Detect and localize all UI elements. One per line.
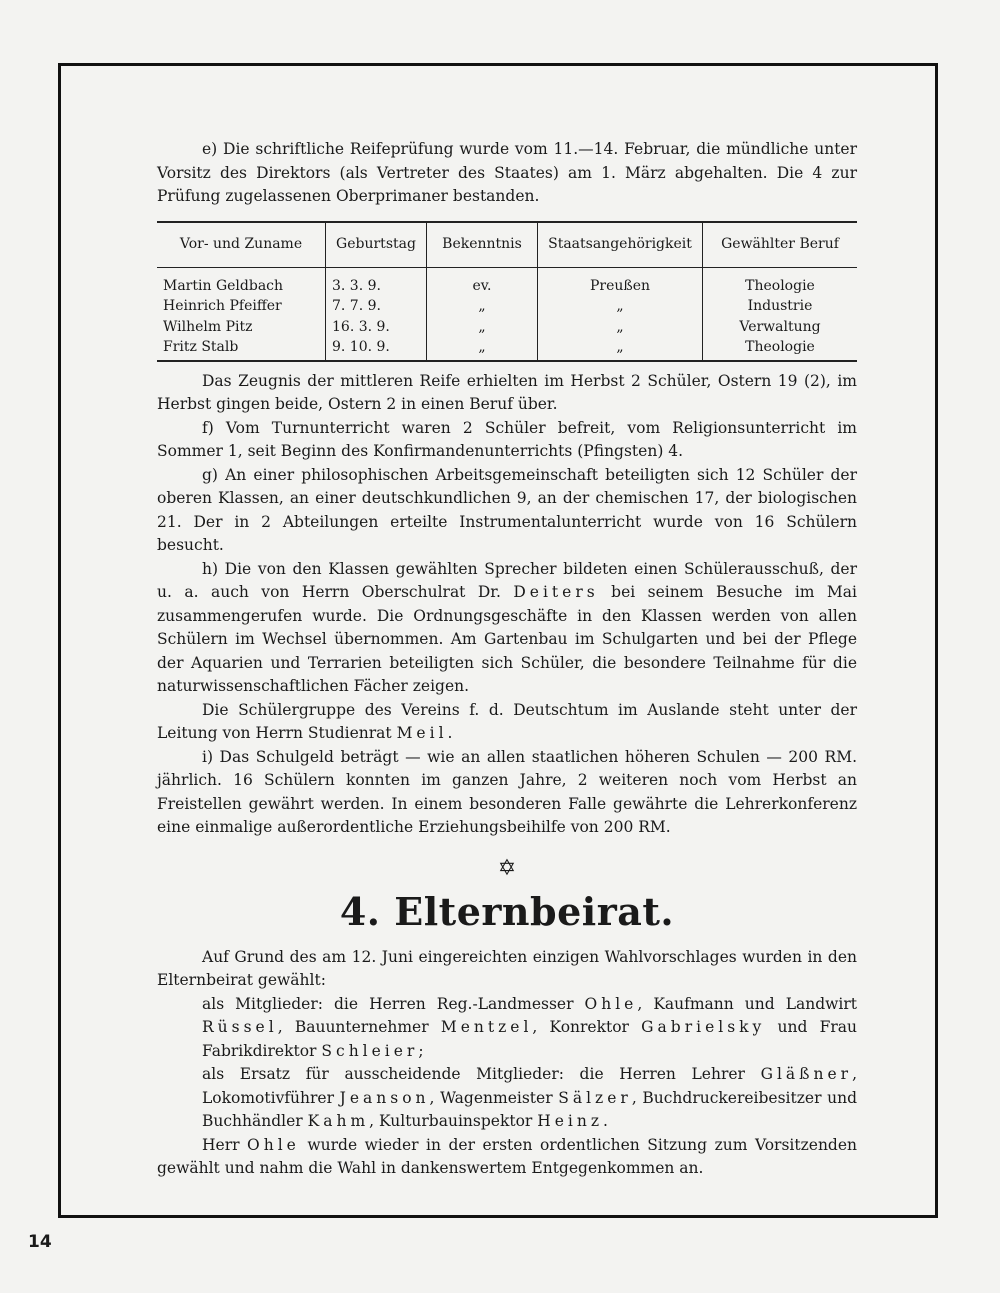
cell-birthday: 7. 7. 9. [326,296,427,317]
col-header-confession: Bekenntnis [427,222,538,268]
table-header-row [157,222,857,268]
person-name: Rüssel [202,1018,278,1036]
text: und Frau Fabrikdirektor [202,1018,857,1060]
table-row [157,317,857,338]
col-header-citizenship: Staatsangehörigkeit [538,222,703,268]
paragraph-h [157,558,857,699]
paragraph-text: Die Schülergruppe des Vereins f. d. Deutschtum im Auslande steht unter der Leitung von Herrn Studienrat [157,700,857,742]
cell-name: Heinrich Pfeiffer [163,298,282,314]
cell-confession: „ [427,296,538,317]
paragraph-h-text: h) Die von den Klassen gewählten Sprecher bildeten einen Schülerausschuß, der u. a. auch von Herrn Oberschulrat Dr. [157,559,857,601]
cell-confession: „ [427,337,538,361]
cell-birthday: 9. 10. 9. [326,337,427,361]
person-name: Ohle [247,1135,300,1154]
person-name: Deiters [513,583,599,601]
page-number: 14 [28,1232,52,1252]
cell-confession: „ [427,317,538,338]
star-ornament-icon: ✡ [497,855,517,881]
text: als Ersatz für ausscheidende Mitglieder: die Herren Lehrer [202,1065,761,1083]
person-name: Ohle [584,994,638,1013]
person-name: Schleier [321,1041,419,1060]
text: , Lokomotivführer [202,1065,857,1107]
section-heading: 4. Elternbeirat. [339,888,675,934]
person-name: Gläßner [760,1065,853,1083]
text: , Konrektor [532,1018,642,1036]
paragraph-mitglieder [157,993,857,1064]
text: , Kaufmann und Landwirt [637,994,857,1013]
text: , Bauunternehmer [277,1018,441,1036]
cell-career: Theologie [703,337,858,361]
cell-name: Fritz Stalb [157,337,326,361]
paragraph-i: i) Das Schulgeld beträgt — wie an allen staatlichen höheren Schulen — 200 RM. jährlich. 16 Schülern konnten im ganzen Jahre, 2 weiteren noch vom Herbst an Freistellen gewährt werden. In einem besonderen Falle gewährte die Lehrerkonferenz eine einmalige außerordentliche Erziehungsbeihilfe von 200 RM. [157,747,857,836]
cell-career: Verwaltung [703,317,858,338]
col-header-birthday: Geburtstag [326,222,427,268]
text: Herr [202,1135,248,1154]
cell-name: Wilhelm Pitz [163,318,253,335]
col-header-career: Gewählter Beruf [703,222,858,268]
paragraph-vorsitz [157,1134,857,1181]
cell-birthday: 16. 3. 9. [326,317,427,338]
text: , Wagenmeister [429,1088,559,1107]
paragraph-f: f) Vom Turnunterricht waren 2 Schüler befreit, vom Religionsunterricht im Sommer 1, seit Beginn des Konfirmandenunterrichts (Pfingsten) 4. [157,418,857,460]
cell-citizenship: „ [538,317,703,338]
paragraph-wahl: Auf Grund des am 12. Juni eingereichten einzigen Wahlvorschlages wurden in den Elternbeirat gewählt: [157,947,857,989]
paragraph-schuelergruppe [157,699,857,746]
table-row [157,296,857,317]
table-row [157,337,857,361]
cell-career: Industrie [703,296,858,317]
cell-birthday: 3. 3. 9. [326,267,427,296]
paragraph-e: e) Die schriftliche Reifeprüfung wurde vom 11.—14. Februar, die mündliche unter Vorsitz des Direktors (als Vertreter des Staates) am 1. März abgehalten. Die 4 zur Prüfung zugelassenen Oberprimaner bestanden. [157,140,857,205]
text: . [603,1112,608,1130]
paragraph-h-text: bei seinem Besuche im Mai zusammengerufen wurde. Die Ordnungsgeschäfte in den Klassen werden von allen Schülern im Wechsel übernommen. Am Gartenbau im Schulgarten und bei der Pflege der Aquarien und Terrarien beteiligten sich Schüler, die besondere Teilnahme für die naturwissenschaftlichen Fächer zeigen. [157,583,857,695]
person-name: Jeanson [339,1088,430,1107]
text: , Buchdruckereibesitzer und Buchhändler [202,1088,858,1130]
table-row [157,267,857,296]
paragraph-text: . [447,724,453,742]
person-name: Gabrielsky [641,1018,766,1036]
person-name: Heinz [537,1112,604,1130]
paragraph-ersatz [157,1063,857,1134]
cell-career: Theologie [703,267,858,296]
person-name: Meil [396,724,448,742]
person-name: Sälzer [558,1088,632,1107]
paragraph-zeugnis: Das Zeugnis der mittleren Reife erhielten im Herbst 2 Schüler, Ostern 19 (2), im Herbst gingen beide, Ostern 2 in einen Beruf über. [157,371,857,413]
cell-confession: ev. [427,267,538,296]
page-body [157,138,857,1181]
person-name: Kahm [307,1112,370,1130]
cell-citizenship: „ [538,296,703,317]
text: als Mitglieder: die Herren Reg.-Landmesser [202,994,585,1013]
cell-citizenship: „ [538,337,703,361]
person-name: Mentzel [440,1018,533,1036]
col-header-name: Vor- und Zuname [157,222,326,268]
paragraph-g: g) An einer philosophischen Arbeitsgemeinschaft beteiligten sich 12 Schüler der oberen Klassen, an einer deutschkundlichen 9, an der chemischen 17, der biologischen 21. Der in 2 Abteilungen erteilte Instrumentalunterricht wurde von 16 Schülern besucht. [157,465,857,554]
cell-citizenship: Preußen [538,267,703,296]
graduates-table [157,221,857,362]
cell-name: Martin Geldbach [163,277,284,294]
text: , Kulturbauinspektor [369,1112,538,1130]
text: wurde wieder in der ersten ordentlichen Sitzung zum Vorsitzenden gewählt und nahm die Wahl in dankenswertem Entgegenkommen an. [157,1135,858,1177]
text: ; [418,1041,424,1060]
